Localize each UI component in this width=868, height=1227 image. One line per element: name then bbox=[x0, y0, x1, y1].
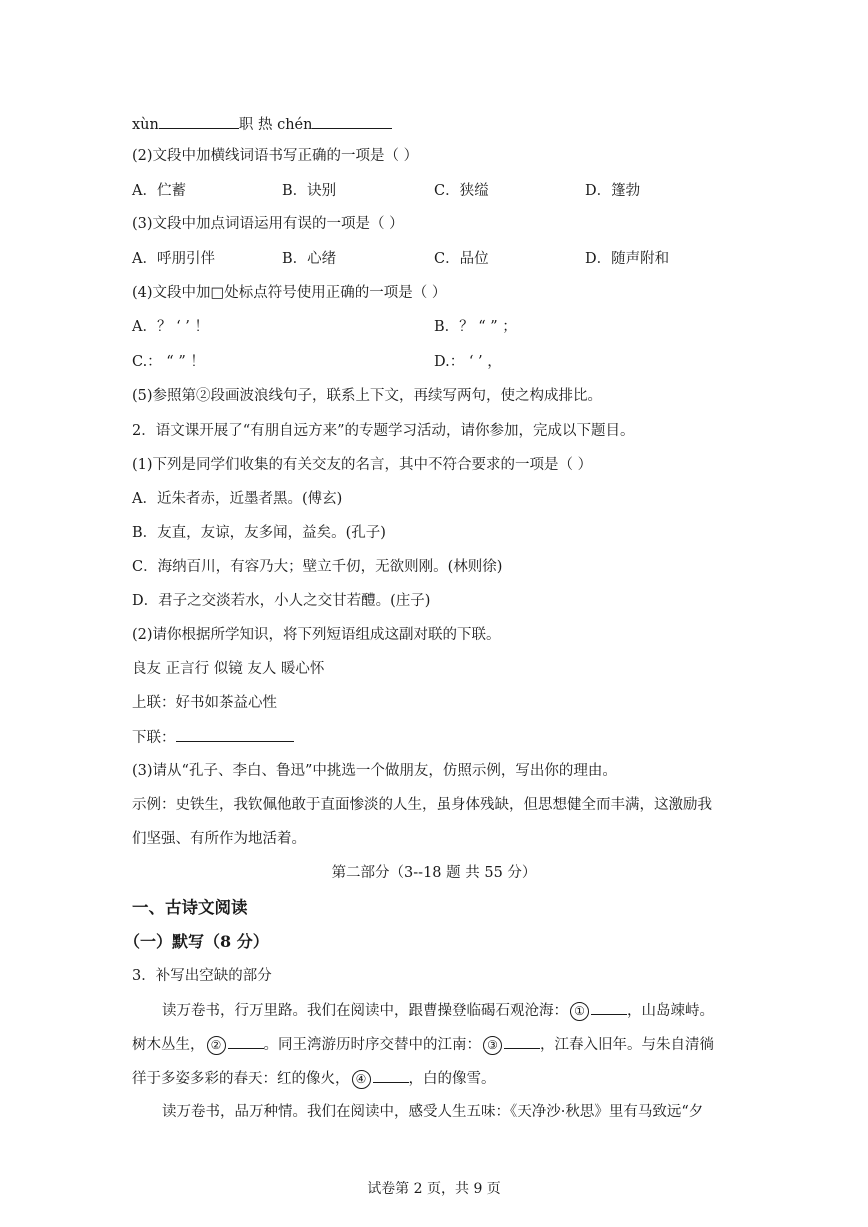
pinyin-blank-line bbox=[132, 114, 392, 135]
q2-1-option-a[interactable]: A．近朱者赤，近墨者黑。(傅玄) bbox=[132, 491, 343, 507]
answer-blank-2[interactable] bbox=[228, 1034, 264, 1049]
answer-blank-3[interactable] bbox=[504, 1034, 540, 1049]
q1-3-option-a[interactable]: A．呼朋引伴 bbox=[132, 251, 215, 267]
text-span: 徉于多姿多彩的春天：红的像火， bbox=[132, 1071, 350, 1087]
q1-4-option-a[interactable]: A．？ ‘ ’ ！ bbox=[132, 319, 210, 335]
q1-2-option-d[interactable]: D．篷勃 bbox=[585, 183, 641, 199]
question-3-stem: 3．补写出空缺的部分 bbox=[132, 968, 272, 984]
q1-2-option-b[interactable]: B．诀别 bbox=[282, 183, 337, 199]
couplet-lower-line bbox=[132, 727, 294, 748]
blank-number-3: ③ bbox=[483, 1036, 502, 1055]
text-span: ，白的像雪。 bbox=[408, 1071, 496, 1087]
text-span: 。同王湾游历时序交替中的江南： bbox=[263, 1037, 481, 1053]
question-1-3-stem: (3)文段中加点词语运用有误的一项是（ ） bbox=[132, 216, 404, 232]
q1-2-option-a[interactable]: A．伫蓄 bbox=[132, 183, 186, 199]
q2-1-option-d[interactable]: D．君子之交淡若水，小人之交甘若醴。(庄子) bbox=[132, 593, 431, 609]
question-2-1-stem: (1)下列是同学们收集的有关交友的名言，其中不符合要求的一项是（ ） bbox=[132, 457, 593, 473]
blank-number-1: ① bbox=[570, 1002, 589, 1021]
paragraph-line-1 bbox=[162, 1000, 714, 1021]
example-line-1: 示例：史铁生，我钦佩他敢于直面惨淡的人生，虽身体残缺，但思想健全而丰满，这激励我 bbox=[132, 797, 712, 813]
example-line-2: 们坚强、有所作为地活着。 bbox=[132, 831, 306, 847]
pinyin-xun: xùn bbox=[132, 117, 159, 133]
q1-4-option-c[interactable]: C.： “ ” ！ bbox=[132, 354, 205, 370]
q2-1-option-c[interactable]: C．海纳百川，有容乃大；壁立千仞，无欲则刚。(林则徐) bbox=[132, 559, 503, 575]
q1-4-option-d[interactable]: D.： ‘ ’ ， bbox=[434, 354, 502, 370]
paragraph-line-3 bbox=[132, 1068, 496, 1089]
answer-blank[interactable] bbox=[159, 114, 239, 129]
q1-3-option-c[interactable]: C．品位 bbox=[434, 251, 489, 267]
question-1-2-stem: (2)文段中加横线词语书写正确的一项是（ ） bbox=[132, 148, 419, 164]
text-span: ，山岛竦峙。 bbox=[627, 1003, 714, 1019]
paragraph-line-2 bbox=[132, 1034, 714, 1055]
couplet-lower-blank[interactable] bbox=[176, 727, 294, 742]
q1-3-option-b[interactable]: B．心绪 bbox=[282, 251, 337, 267]
question-2-3-stem: (3)请从“孔子、李白、鲁迅”中挑选一个做朋友，仿照示例，写出你的理由。 bbox=[132, 763, 617, 779]
answer-blank[interactable] bbox=[312, 114, 392, 129]
phrase-list: 良友 正言行 似镜 友人 暖心怀 bbox=[132, 661, 325, 677]
q2-1-option-b[interactable]: B．友直，友谅，友多闻，益矣。(孔子) bbox=[132, 525, 386, 541]
blank-number-4: ④ bbox=[352, 1070, 371, 1089]
q1-4-option-b[interactable]: B．？ “ ” ； bbox=[434, 319, 517, 335]
q1-3-option-d[interactable]: D．随声附和 bbox=[585, 251, 670, 267]
q1-2-option-c[interactable]: C．狭缢 bbox=[434, 183, 489, 199]
page-footer: 试卷第 2 页，共 9 页 bbox=[367, 1181, 501, 1197]
text-span: ，江春入旧年。与朱自清徜 bbox=[540, 1037, 714, 1053]
couplet-lower-label: 下联： bbox=[132, 730, 176, 746]
question-1-5-stem: (5)参照第②段画波浪线句子，联系上下文，再续写两句，使之构成排比。 bbox=[132, 388, 603, 404]
part-two-title: 第二部分（3--18 题 共 55 分） bbox=[331, 865, 537, 881]
question-1-4-stem: (4)文段中加□处标点符号使用正确的一项是（ ） bbox=[132, 285, 447, 301]
pinyin-mid-text: 职 热 chén bbox=[238, 117, 313, 133]
answer-blank-4[interactable] bbox=[373, 1068, 409, 1083]
question-2-stem: 2．语文课开展了“有朋自远方来”的专题学习活动，请你参加，完成以下题目。 bbox=[132, 423, 635, 439]
section-title: 一、古诗文阅读 bbox=[132, 898, 248, 917]
paragraph-line-4: 读万卷书，品万种情。我们在阅读中，感受人生五味：《天净沙·秋思》里有马致远“夕 bbox=[162, 1104, 704, 1120]
text-span: 树木丛生， bbox=[132, 1037, 205, 1053]
text-span: 读万卷书，行万里路。我们在阅读中，跟曹操登临碣石观沧海： bbox=[162, 1003, 568, 1019]
subsection-title: （一）默写（8 分） bbox=[124, 932, 269, 951]
blank-number-2: ② bbox=[207, 1036, 226, 1055]
answer-blank-1[interactable] bbox=[591, 1000, 627, 1015]
question-2-2-stem: (2)请你根据所学知识，将下列短语组成这副对联的下联。 bbox=[132, 627, 501, 643]
couplet-upper: 上联：好书如茶益心性 bbox=[132, 695, 277, 711]
